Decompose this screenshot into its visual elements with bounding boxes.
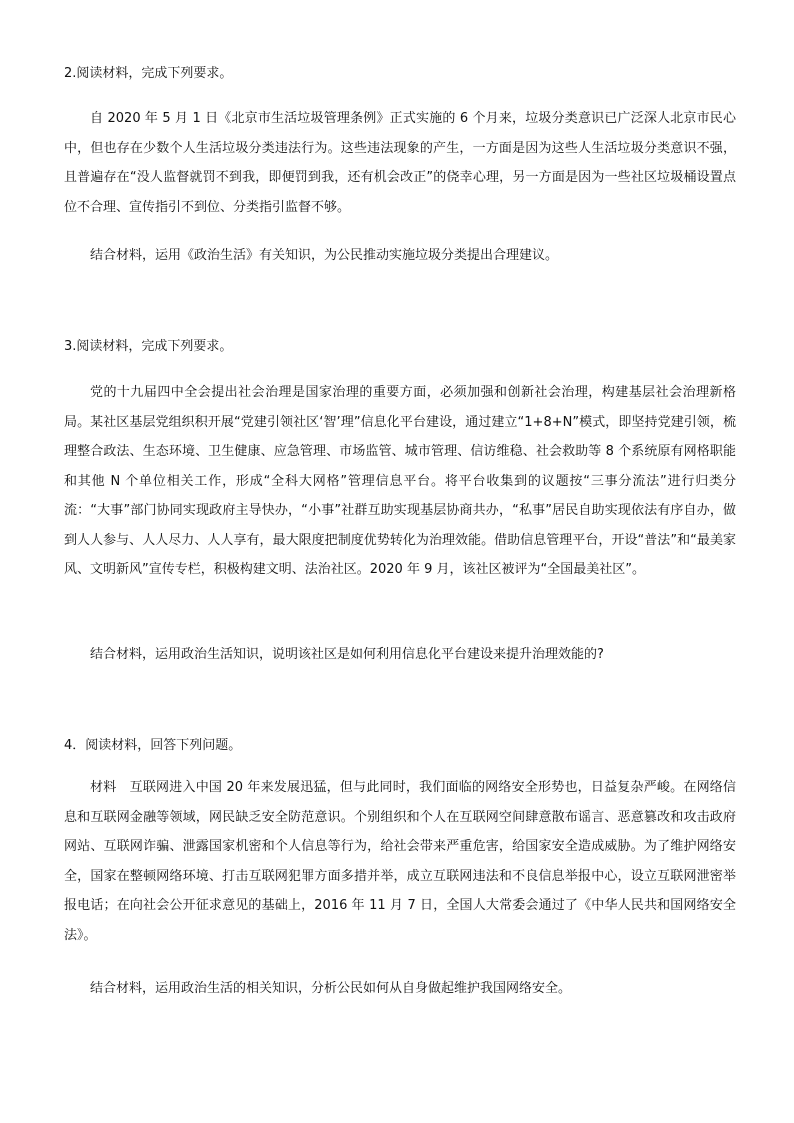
- question-3-material: 党的十九届四中全会提出社会治理是国家治理的重要方面，必须加强和创新社会治理，构建基层社会治理新格局。某社区基层党组织积开展“党建引领社区‘智’理”信息化平台建设，通过建立“1+8+N”模式，即坚持党建引领，梳理整合政法、生态环境、卫生健康、应急管理、市场监管、城市管理、信访维稳、社会救助等 8 个系统原有网格职能和其他 N 个单位相关工作，形成“全科大网格”管理信息平台。将平台收集到的议题按“三事分流法”进行归类分流：“大事”部门协同实现政府主导快办，“小事”社群互助实现基层协商共办，“私事”居民自助实现依法有序自办，做到人人参与、人人尽力、人人享有，最大限度把制度优势转化为治理效能。借助信息管理平台，开设“普法”和“最美家风、文明新风”宣传专栏，积极构建文明、法治社区。2020 年 9 月，该社区被评为“全国最美社区”。: [64, 385, 736, 577]
- question-2-task: 结合材料，运用《政治生活》有关知识，为公民推动实施垃圾分类提出合理建议。: [90, 248, 559, 263]
- question-4-title: 4．阅读材料，回答下列问题。: [64, 738, 242, 753]
- question-2-material: 自 2020 年 5 月 1 日《北京市生活垃圾管理条例》正式实施的 6 个月来，垃圾分类意识已广泛深人北京市民心中，但也存在少数个人生活垃圾分类违法行为。这些违法现象的产生，一方面是因为这些人生活垃圾分类意识不强，且普遍存在“没人监督就罚不到我，即便罚到我，还有机会改正”的侥幸心理，另一方面是因为一些社区垃圾桶设置点位不合理、宣传指引不到位、分类指引监督不够。: [64, 111, 736, 215]
- question-3-task: 结合材料，运用政治生活知识，说明该社区是如何利用信息化平台建设来提升治理效能的?: [90, 647, 604, 662]
- question-2-title: 2.阅读材料，完成下列要求。: [64, 66, 233, 81]
- question-4-material: 材料 互联网进入中国 20 年来发展迅猛，但与此同时，我们面临的网络安全形势也，日益复杂严峻。在网络信息和互联网金融等领域，网民缺乏安全防范意识。个别组织和个人在互联网空间肆意散布谣言、恶意篡改和攻击政府网站、互联网诈骗、泄露国家机密和个人信息等行为，给社会带来严重危害，给国家安全造成威胁。为了维护网络安全，国家在整顿网络环境、打击互联网犯罪方面多措并举，成立互联网违法和不良信息举报中心，设立互联网泄密举报电话；在向社会公开征求意见的基础上，2016 年 11 月 7 日，全国人大常委会通过了《中华人民共和国网络安全法》。: [64, 780, 736, 943]
- question-4-task: 结合材料，运用政治生活的相关知识，分析公民如何从自身做起维护我国网络安全。: [90, 981, 572, 996]
- question-3-title: 3.阅读材料，完成下列要求。: [64, 339, 233, 354]
